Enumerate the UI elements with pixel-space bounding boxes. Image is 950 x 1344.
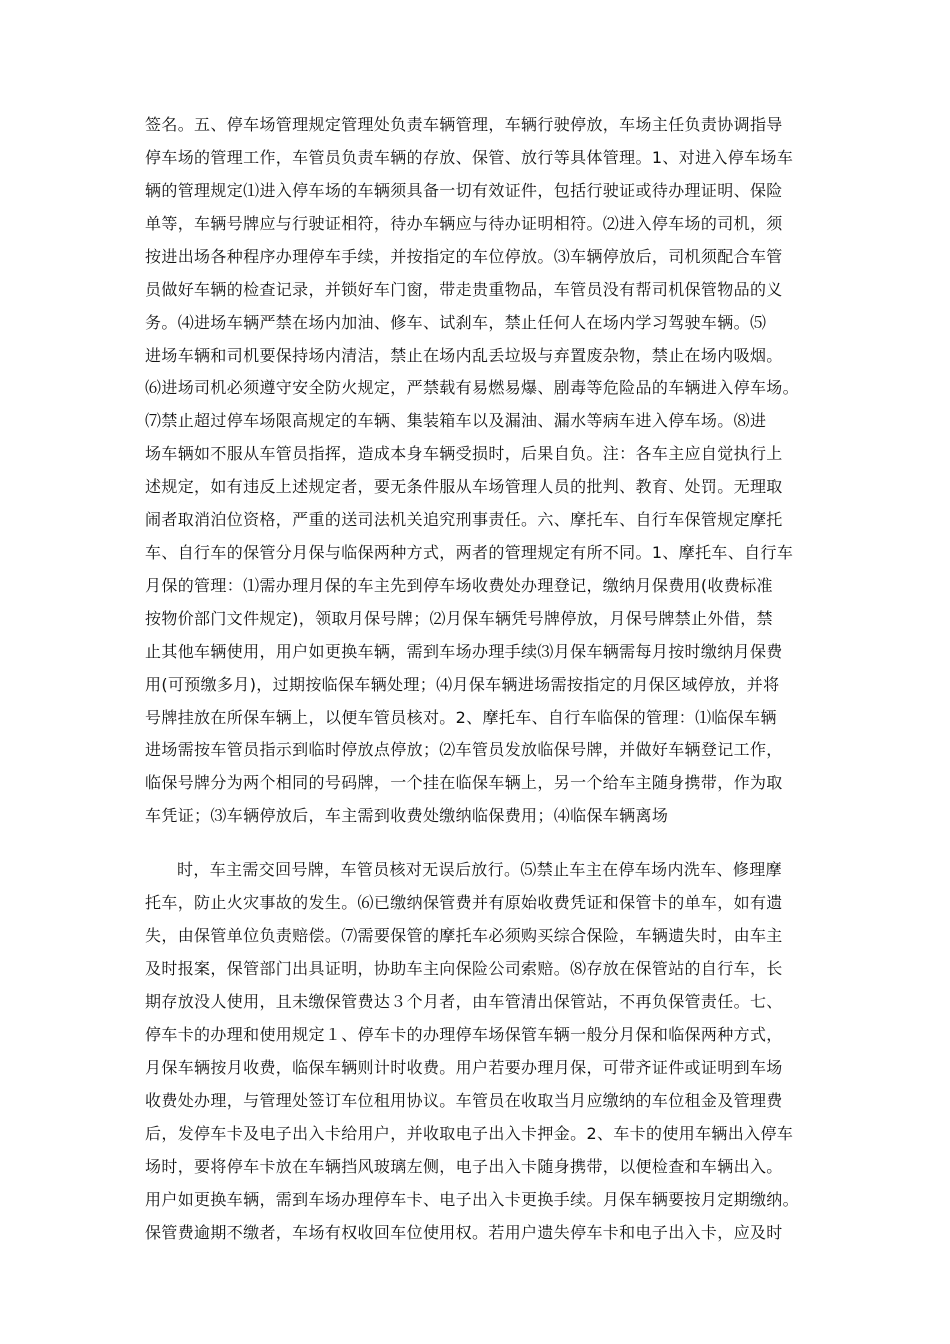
text-line: 时，车主需交回号牌，车管员核对无误后放行。⑸禁止车主在停车场内洗车、修理摩 xyxy=(177,860,782,879)
text-line: 单等，车辆号牌应与行驶证相符，待办车辆应与待办证明相符。⑵进入停车场的司机，须 xyxy=(145,214,783,233)
text-line: ⑺禁止超过停车场限高规定的车辆、集装箱车以及漏油、漏水等病车进入停车场。⑻进 xyxy=(145,411,767,430)
text-line: 止其他车辆使用，用户如更换车辆，需到车场办理手续⑶月保车辆需每月按时缴纳月保费 xyxy=(145,642,783,661)
text-line: 月保车辆按月收费，临保车辆则计时收费。用户若要办理月保，可带齐证件或证明到车场 xyxy=(145,1058,783,1077)
text-line: 用户如更换车辆，需到车场办理停车卡、电子出入卡更换手续。月保车辆要按月定期缴纳。 xyxy=(145,1190,800,1209)
text-line: 收费处办理，与管理处签订车位租用协议。车管员在收取当月应缴纳的车位租金及管理费 xyxy=(145,1091,783,1110)
text-line: 按物价部门文件规定)，领取月保号牌；⑵月保车辆凭号牌停放，月保号牌禁止外借，禁 xyxy=(145,609,773,628)
text-line: 保管费逾期不缴者，车场有权收回车位使用权。若用户遗失停车卡和电子出入卡，应及时 xyxy=(145,1223,783,1242)
text-line: 临保号牌分为两个相同的号码牌，一个挂在临保车辆上，另一个给车主随身携带，作为取 xyxy=(145,773,783,792)
text-line: 停车卡的办理和使用规定１、停车卡的办理停车场保管车辆一般分月保和临保两种方式， xyxy=(145,1025,783,1044)
text-line: 托车，防止火灾事故的发生。⑹已缴纳保管费并有原始收费凭证和保管卡的单车，如有遗 xyxy=(145,893,783,912)
text-line: 进场需按车管员指示到临时停放点停放；⑵车管员发放临保号牌，并做好车辆登记工作， xyxy=(145,740,783,759)
text-line: 期存放没人使用，且未缴保管费达３个月者，由车管清出保管站，不再负保管责任。七、 xyxy=(145,992,783,1011)
text-line: 述规定，如有违反上述规定者，要无条件服从车场管理人员的批判、教育、处罚。无理取 xyxy=(145,477,783,496)
text-line: 号牌挂放在所保车辆上，以便车管员核对。2、摩托车、自行车临保的管理：⑴临保车辆 xyxy=(145,708,777,727)
text-line: 场车辆如不服从车管员指挥，造成本身车辆受损时，后果自负。注：各车主应自觉执行上 xyxy=(145,444,783,463)
text-line: 车、自行车的保管分月保与临保两种方式，两者的管理规定有所不同。1、摩托车、自行车 xyxy=(145,543,794,562)
text-line: 场时，要将停车卡放在车辆挡风玻璃左侧，电子出入卡随身携带，以便检查和车辆出入。 xyxy=(145,1157,783,1176)
text-line: 签名。五、停车场管理规定管理处负责车辆管理，车辆行驶停放，车场主任负责协调指导 xyxy=(145,115,783,134)
text-line: 闹者取消泊位资格，严重的送司法机关追究刑事责任。六、摩托车、自行车保管规定摩托 xyxy=(145,510,783,529)
text-line: 及时报案，保管部门出具证明，协助车主向保险公司索赔。⑻存放在保管站的自行车，长 xyxy=(145,959,783,978)
text-line: 按进出场各种程序办理停车手续，并按指定的车位停放。⑶车辆停放后，司机须配合车管 xyxy=(145,247,783,266)
text-line: 后，发停车卡及电子出入卡给用户，并收取电子出入卡押金。2、车卡的使用车辆出入停车 xyxy=(145,1124,794,1143)
text-line: 月保的管理：⑴需办理月保的车主先到停车场收费处办理登记，缴纳月保费用(收费标准 xyxy=(145,576,773,595)
text-line: 停车场的管理工作，车管员负责车辆的存放、保管、放行等具体管理。1、对进入停车场车 xyxy=(145,148,794,167)
text-line: 车凭证；⑶车辆停放后，车主需到收费处缴纳临保费用；⑷临保车辆离场 xyxy=(145,806,669,825)
text-line: ⑹进场司机必须遵守安全防火规定，严禁载有易燃易爆、剧毒等危险品的车辆进入停车场。 xyxy=(145,378,800,397)
text-line: 务。⑷进场车辆严禁在场内加油、修车、试刹车，禁止任何人在场内学习驾驶车辆。⑸ xyxy=(145,313,767,332)
text-line: 辆的管理规定⑴进入停车场的车辆须具备一切有效证件，包括行驶证或待办理证明、保险 xyxy=(145,181,783,200)
text-line: 失，由保管单位负责赔偿。⑺需要保管的摩托车必须购买综合保险，车辆遗失时，由车主 xyxy=(145,926,783,945)
text-line: 用(可预缴多月)，过期按临保车辆处理；⑷月保车辆进场需按指定的月保区域停放，并将 xyxy=(145,675,780,694)
text-line: 员做好车辆的检查记录，并锁好车门窗，带走贵重物品，车管员没有帮司机保管物品的义 xyxy=(145,280,783,299)
text-line: 进场车辆和司机要保持场内清洁，禁止在场内乱丢垃圾与弃置废杂物，禁止在场内吸烟。 xyxy=(145,346,783,365)
